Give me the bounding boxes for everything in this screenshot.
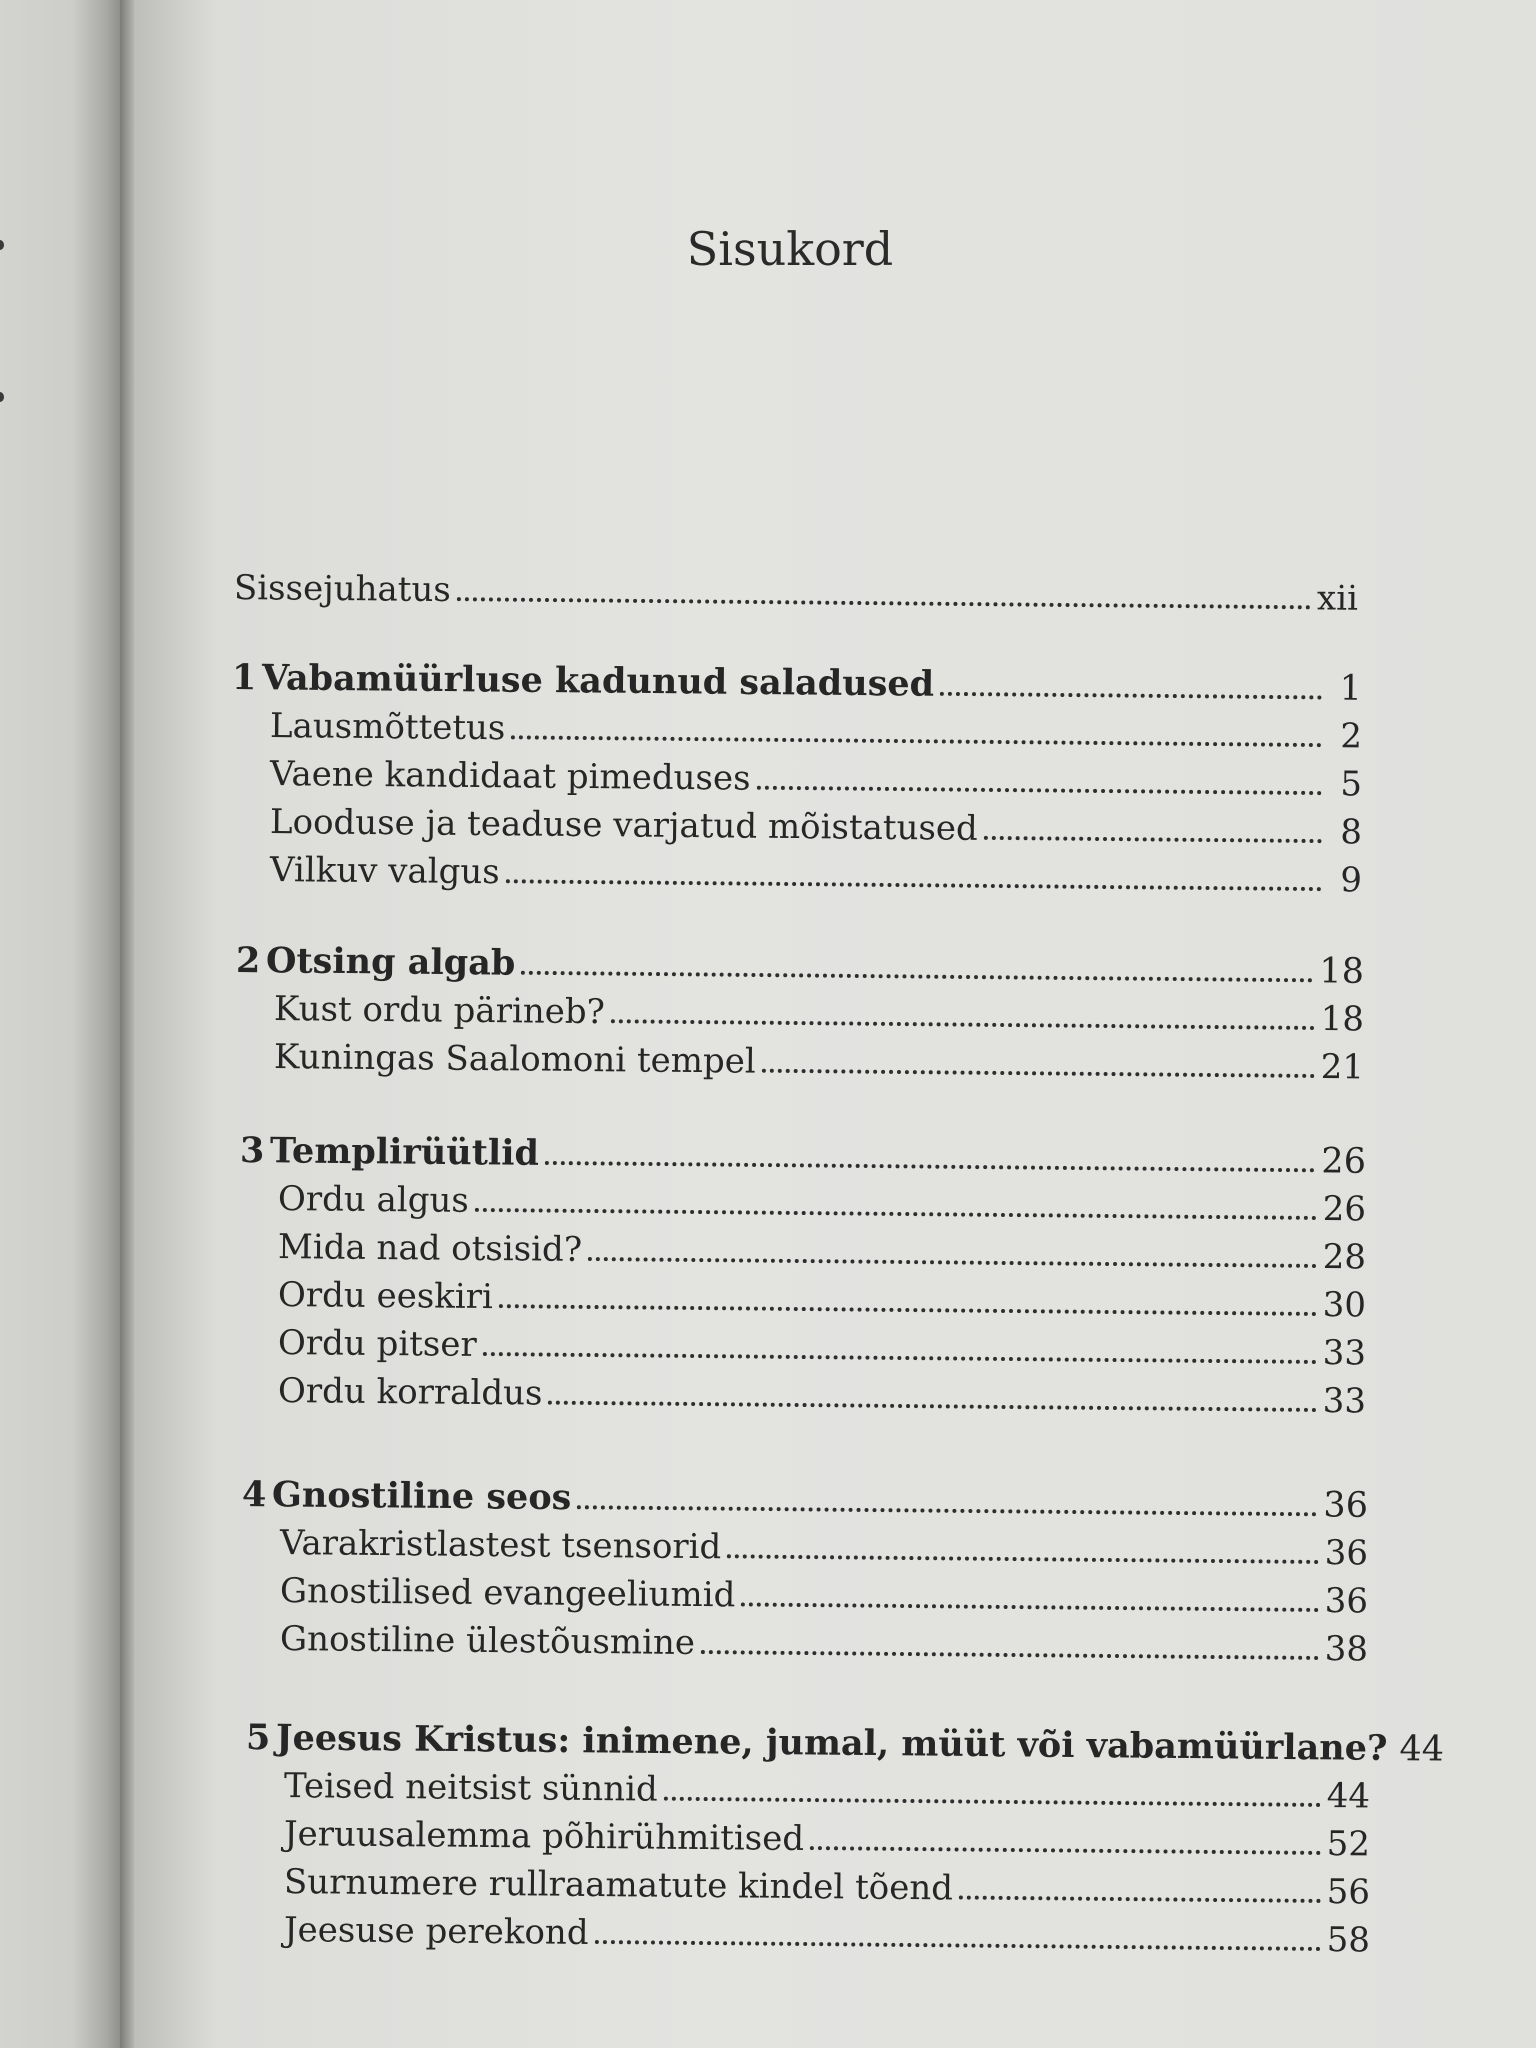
page-number: 26	[1322, 1189, 1367, 1230]
section-title: Surnumere rullraamatute kindel tõend	[283, 1862, 954, 1909]
dot-leader	[959, 1895, 1321, 1902]
page-number: 1	[1339, 668, 1363, 709]
page-number: 56	[1326, 1872, 1371, 1913]
toc-section-row	[284, 1859, 1370, 1915]
dot-leader	[457, 597, 1311, 609]
page-number: 33	[1322, 1381, 1367, 1422]
dot-leader	[483, 1352, 1317, 1364]
dot-leader	[727, 1554, 1318, 1564]
page-number: 36	[1323, 1485, 1369, 1526]
dot-leader	[756, 786, 1321, 795]
dot-leader	[588, 1257, 1317, 1268]
dot-leader	[611, 1019, 1315, 1030]
page-number: 44	[1399, 1729, 1445, 1770]
chapter-number: 1	[231, 657, 257, 699]
toc-section-row	[280, 1616, 1368, 1672]
toc-section-row	[278, 1320, 1366, 1376]
section-title: Varakristlastest tsensorid	[279, 1523, 722, 1568]
page-number: 28	[1322, 1237, 1367, 1278]
page-number: 52	[1326, 1824, 1371, 1865]
page-number: 8	[1340, 812, 1363, 853]
toc-intro-row	[234, 565, 1358, 622]
chapter-number: 3	[239, 1130, 265, 1172]
section-title: Mida nad otsisid?	[277, 1227, 583, 1270]
toc-section-row	[284, 1763, 1370, 1819]
page-number: xii	[1316, 578, 1359, 619]
section-title: Teised neitsist sünnid	[283, 1766, 658, 1810]
chapter-number: 2	[235, 940, 261, 982]
section-title: Ordu eeskiri	[277, 1275, 494, 1318]
toc-section-row	[278, 1272, 1366, 1328]
toc-section-row	[280, 1520, 1368, 1576]
toc-section-row	[274, 1034, 1364, 1090]
toc-section-row	[284, 1811, 1370, 1867]
section-title: Looduse ja teaduse varjatud mõistatused	[269, 802, 978, 849]
section-title: Kust ordu pärineb?	[273, 989, 606, 1033]
chapter-number: 5	[245, 1717, 271, 1759]
section-title: Jeruusalemma põhirühmitised	[283, 1814, 805, 1859]
dot-leader	[984, 836, 1322, 843]
dot-leader	[475, 1208, 1317, 1220]
section-title: Vaene kandidaat pimeduses	[269, 754, 751, 799]
dot-leader	[664, 1797, 1321, 1807]
section-title: Kuningas Saalomoni tempel	[273, 1037, 756, 1082]
page-number: 18	[1320, 999, 1365, 1040]
section-title: Gnostilised evangeeliumid	[279, 1571, 736, 1616]
section-title: Ordu algus	[277, 1179, 470, 1221]
chapter-number: 4	[241, 1474, 267, 1516]
dot-leader	[499, 1304, 1317, 1316]
page-number: 44	[1326, 1776, 1371, 1817]
toc-section-row	[270, 799, 1362, 855]
page-number: 38	[1324, 1629, 1369, 1670]
section-title: Vilkuv valgus	[269, 850, 500, 893]
page-number: 21	[1320, 1047, 1365, 1088]
dot-leader	[594, 1940, 1320, 1951]
chapter-title: Jeesus Kristus: inimene, jumal, müüt või vabamüürlane?	[275, 1717, 1388, 1769]
page-number: 36	[1324, 1533, 1369, 1574]
chapter-title: Otsing algab	[265, 940, 516, 984]
toc-section-row	[278, 1368, 1366, 1424]
page-number: 33	[1322, 1333, 1367, 1374]
toc-section-row	[280, 1568, 1368, 1624]
page-number: 58	[1326, 1920, 1371, 1961]
dot-leader	[577, 1505, 1317, 1516]
section-title: Lausmõttetus	[269, 706, 506, 749]
section-title: Ordu korraldus	[277, 1371, 543, 1414]
section-title: Jeesuse perekond	[283, 1910, 589, 1953]
chapter-title: Gnostiline seos	[271, 1474, 572, 1519]
toc-section-row	[284, 1907, 1370, 1963]
dot-leader	[521, 971, 1313, 983]
page-number: 30	[1322, 1285, 1367, 1326]
chapter-title: Vabamüürluse kadunud saladused	[261, 657, 935, 705]
page-number: 36	[1324, 1581, 1369, 1622]
toc-section-row	[274, 986, 1364, 1042]
page-number: 9	[1340, 860, 1363, 901]
page-number: 26	[1321, 1141, 1367, 1182]
dot-leader	[506, 879, 1322, 891]
dot-leader	[511, 735, 1322, 747]
dot-leader	[810, 1846, 1321, 1855]
toc-section-row	[270, 847, 1362, 903]
toc-section-row	[278, 1224, 1366, 1280]
dot-leader	[701, 1650, 1319, 1660]
intro-title: Sissejuhatus	[233, 568, 451, 611]
section-title: Ordu pitser	[277, 1323, 477, 1365]
dot-leader	[545, 1161, 1315, 1172]
page-title: Sisukord	[686, 222, 894, 276]
dot-leader	[762, 1069, 1315, 1078]
dot-leader	[548, 1401, 1316, 1412]
dot-leader	[741, 1602, 1318, 1612]
toc-section-row	[270, 751, 1362, 807]
section-title: Gnostiline ülestõusmine	[279, 1619, 696, 1663]
page-number: 18	[1319, 951, 1365, 992]
toc-section-row	[270, 703, 1362, 759]
dot-leader	[940, 692, 1322, 700]
toc-section-row	[278, 1176, 1366, 1232]
page-number: 5	[1340, 764, 1363, 805]
page-number: 2	[1340, 716, 1363, 757]
chapter-title: Templirüütlid	[269, 1130, 540, 1174]
